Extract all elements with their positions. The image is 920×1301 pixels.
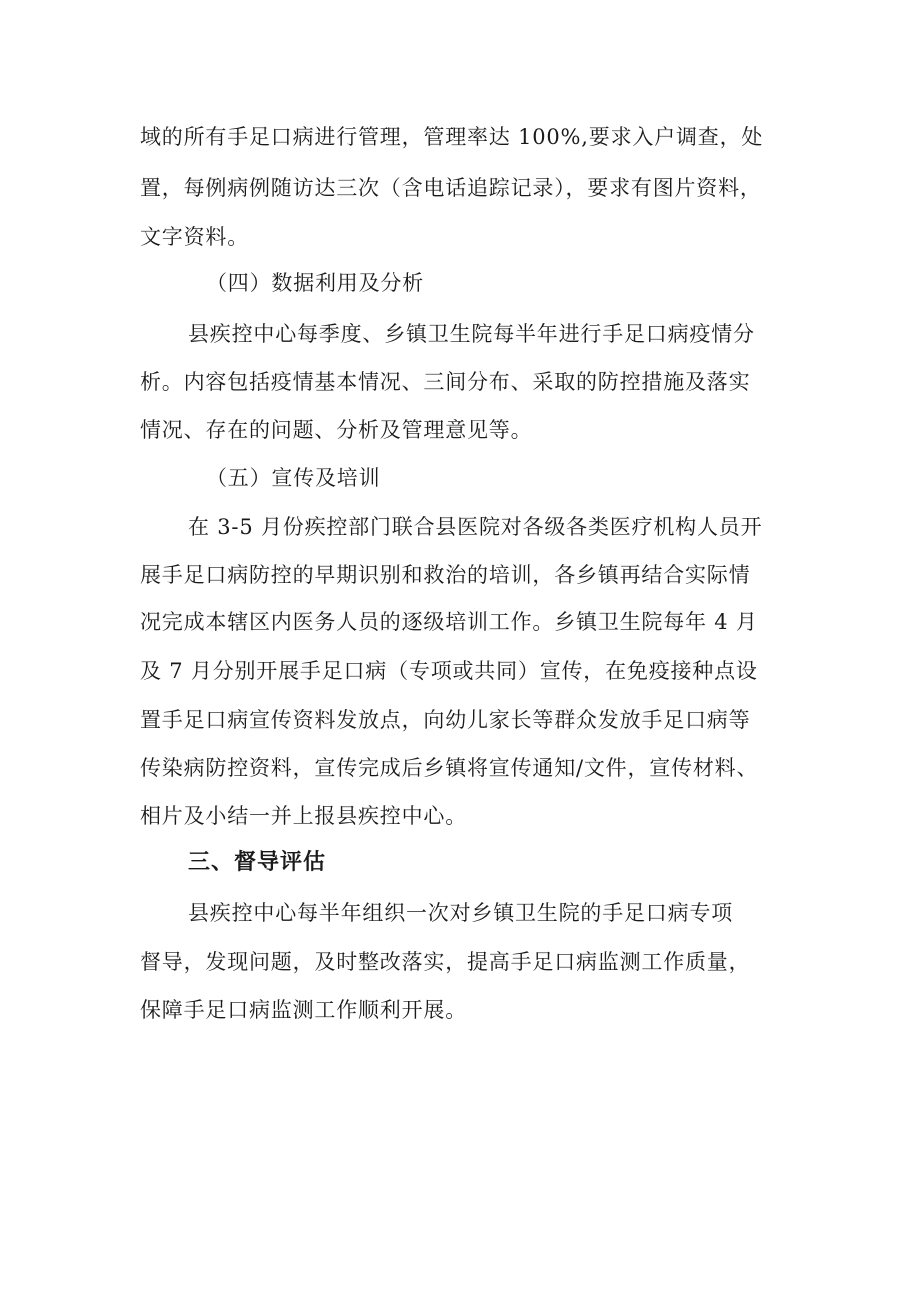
para3-line-3: 况完成本辖区内医务人员的逐级培训工作。乡镇卫生院每年 4 月 (140, 610, 758, 634)
para3-line-5: 置手足口病宣传资料发放点，向幼儿家长等群众发放手足口病等 (140, 708, 751, 732)
subheading-publicity-training: （五）宣传及培训 (206, 466, 381, 490)
para1-line-3: 文字资料。 (140, 225, 249, 249)
para1-line-1: 域的所有手足口病进行管理，管理率达 100%,要求入户调查，处 (140, 125, 764, 149)
para2-line-3: 情况、存在的问题、分析及管理意见等。 (140, 418, 533, 442)
para3-line-4: 及 7 月分别开展手足口病（专项或共同）宣传，在免疫接种点设 (140, 659, 758, 683)
para4-line-1: 县疾控中心每半年组织一次对乡镇卫生院的手足口病专项 (188, 901, 733, 925)
para2-line-1: 县疾控中心每季度、乡镇卫生院每半年进行手足口病疫情分 (188, 322, 755, 346)
subheading-data-analysis: （四）数据利用及分析 (206, 271, 424, 295)
para1-line-2: 置，每例病例随访达三次（含电话追踪记录），要求有图片资料， (140, 176, 762, 200)
para3-line-1: 在 3-5 月份疾控部门联合县医院对各级各类医疗机构人员开 (188, 515, 763, 539)
para3-line-6: 传染病防控资料，宣传完成后乡镇将宣传通知/文件，宣传材料、 (140, 756, 759, 780)
para2-line-2: 析。内容包括疫情基本情况、三间分布、采取的防控措施及落实 (140, 370, 751, 394)
para3-line-7: 相片及小结一并上报县疾控中心。 (140, 804, 467, 828)
para3-line-2: 展手足口病防控的早期识别和救治的培训，各乡镇再结合实际情 (140, 563, 751, 587)
para4-line-2: 督导，发现问题，及时整改落实，提高手足口病监测工作质量， (140, 950, 751, 974)
section-heading-supervision: 三、督导评估 (188, 850, 327, 875)
para4-line-3: 保障手足口病监测工作顺利开展。 (140, 998, 467, 1022)
